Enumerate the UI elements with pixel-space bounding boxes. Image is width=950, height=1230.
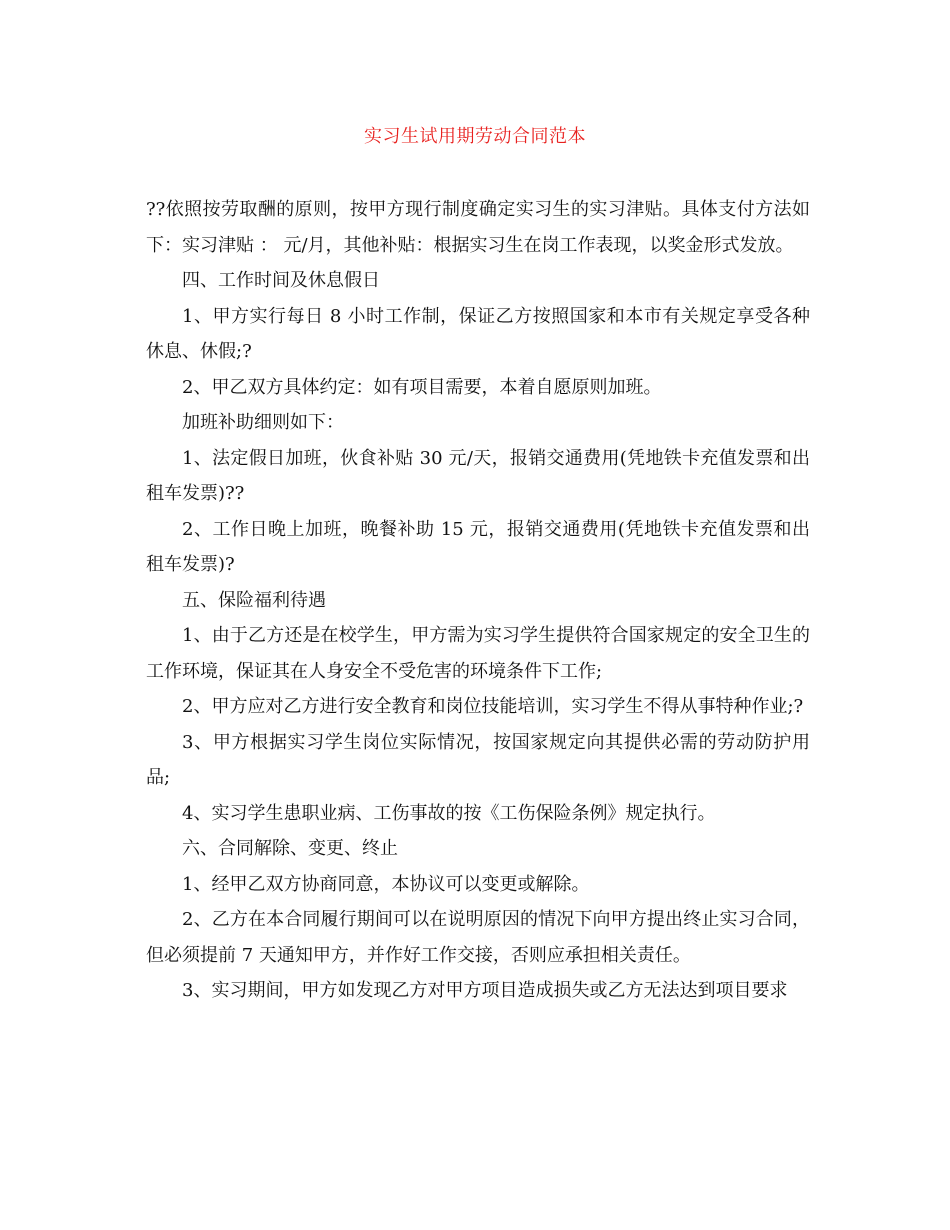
paragraph: 1、由于乙方还是在校学生，甲方需为实习学生提供符合国家规定的安全卫生的工作环境，保证其在人身安全不受危害的环境条件下工作; [146, 625, 810, 682]
paragraph: 1、甲方实行每日 8 小时工作制，保证乙方按照国家和本市有关规定享受各种休息、休假;? [146, 305, 810, 362]
document-title: 实习生试用期劳动合同范本 [364, 126, 586, 147]
document-body [146, 192, 810, 1009]
paragraph: 3、实习期间，甲方如发现乙方对甲方项目造成损失或乙方无法达到项目要求 [182, 980, 788, 1001]
paragraph: ??依照按劳取酬的原则，按甲方现行制度确定实习生的实习津贴。具体支付方法如下：实习津贴 ： 元/月，其他补贴：根据实习生在岗工作表现，以奖金形式发放。 [146, 199, 810, 256]
paragraph: 五、保险福利待遇 [182, 589, 326, 611]
paragraph: 2、工作日晚上加班，晚餐补助 15 元，报销交通费用(凭地铁卡充值发票和出租车发票)? [146, 518, 810, 575]
paragraph: 2、甲方应对乙方进行安全教育和岗位技能培训，实习学生不得从事特种作业;? [182, 696, 804, 717]
paragraph: 1、经甲乙双方协商同意，本协议可以变更或解除。 [182, 873, 590, 895]
paragraph: 1、法定假日加班，伙食补贴 30 元/天，报销交通费用(凭地铁卡充值发票和出租车发票)?? [146, 447, 810, 504]
paragraph: 2、乙方在本合同履行期间可以在说明原因的情况下向甲方提出终止实习合同，但必须提前 7 天通知甲方，并作好工作交接，否则应承担相关责任。 [146, 909, 810, 966]
paragraph: 2、甲乙双方具体约定：如有项目需要，本着自愿原则加班。 [182, 376, 662, 398]
paragraph: 加班补助细则如下： [182, 412, 344, 433]
paragraph: 3、甲方根据实习学生岗位实际情况，按国家规定向其提供必需的劳动防护用品; [146, 731, 810, 788]
paragraph: 4、实习学生患职业病、工伤事故的按《工伤保险条例》规定执行。 [182, 802, 716, 824]
paragraph: 六、合同解除、变更、终止 [182, 838, 398, 859]
paragraph: 四、工作时间及休息假日 [182, 270, 380, 291]
